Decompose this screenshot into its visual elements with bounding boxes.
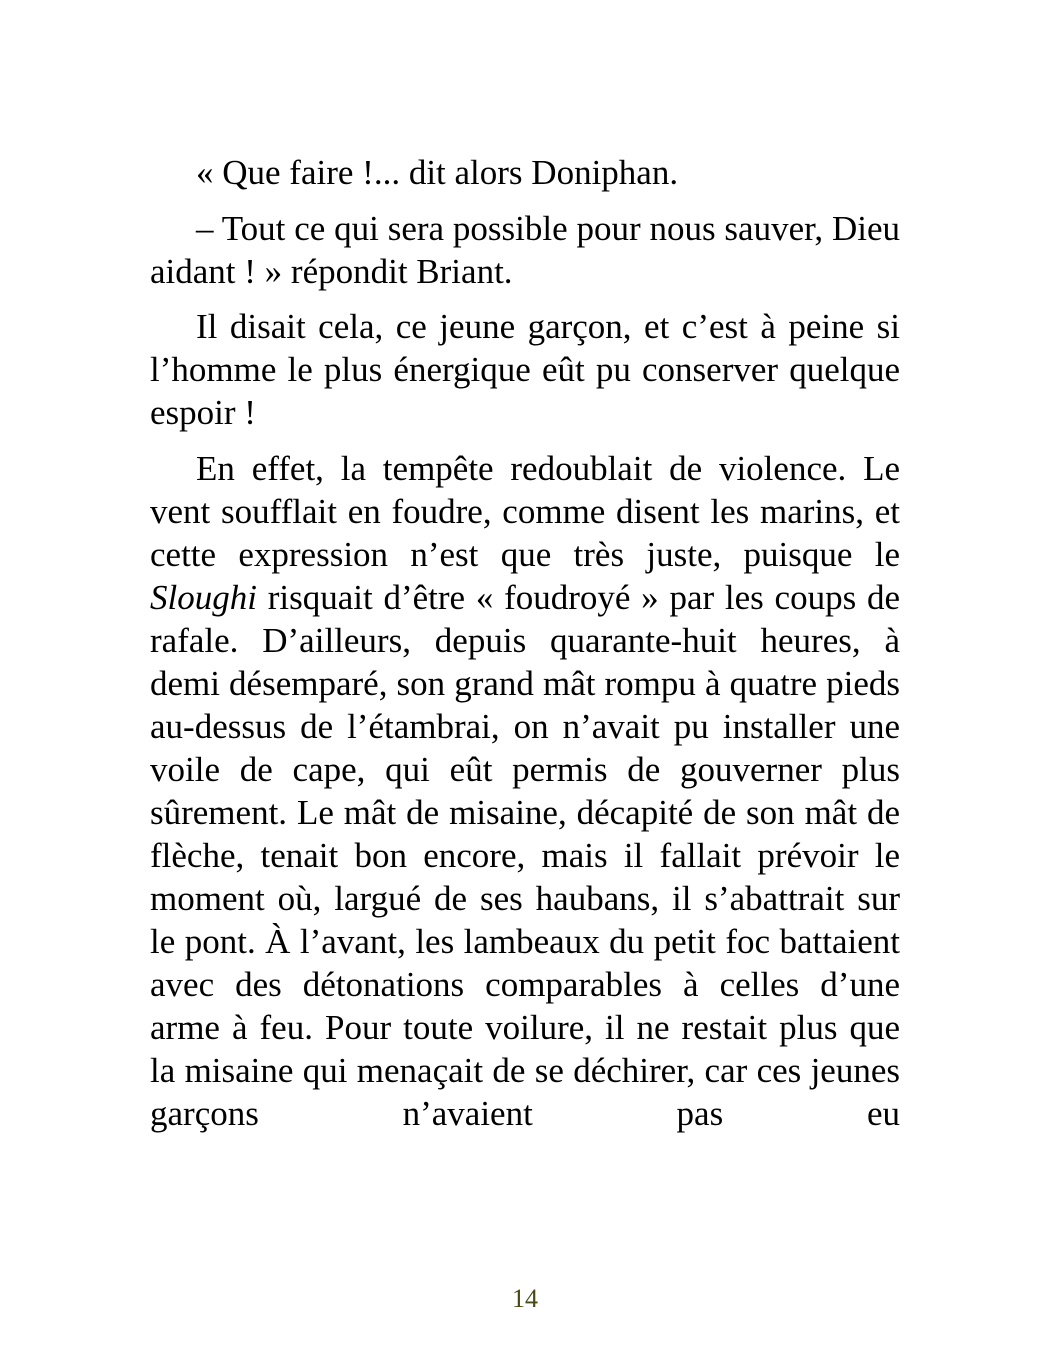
paragraph-4-text-end: risquait d’être « foudroyé » par les coups de rafale. D’ailleurs, depuis quarante-huit heures, à demi désemparé, son grand mât rompu à quatre pieds au-dessus de l’étambrai, on n’avait pu installer une voile de cape, qui eût permis de gouverner plus sûrement. Le mât de misaine, décapité de son mât de flèche, tenait bon encore, mais il fallait prévoir le moment où, largué de ses haubans, il s’abattrait sur le pont. À l’avant, les lambeaux du petit foc battaient avec des détonations comparables à celles d’une arme à feu. Pour toute voilure, il ne restait plus que la misaine qui menaçait de se déchirer, car ces jeunes garçons n’avaient pas eu [150,577,900,1133]
body-text [150,151,900,1147]
paragraph-2-text: – Tout ce qui sera possible pour nous sauver, Dieu aidant ! » répondit Briant. [150,208,900,291]
paragraph-3 [150,305,900,434]
paragraph-2 [150,207,900,293]
paragraph-4-text-start: En effet, la tempête redoublait de violence. Le vent soufflait en foudre, comme disent les marins, et cette expression n’est que très juste, puisque le [150,448,900,574]
paragraph-1-text: « Que faire !... dit alors Doniphan. [196,153,679,192]
ship-name: Sloughi [150,577,257,617]
paragraph-4 [150,447,900,1135]
paragraph-3-text: Il disait cela, ce jeune garçon, et c’est à peine si l’homme le plus énergique eût pu conserver quelque espoir ! [150,307,900,432]
page-number: 14 [512,1284,538,1313]
paragraph-1 [150,151,900,194]
